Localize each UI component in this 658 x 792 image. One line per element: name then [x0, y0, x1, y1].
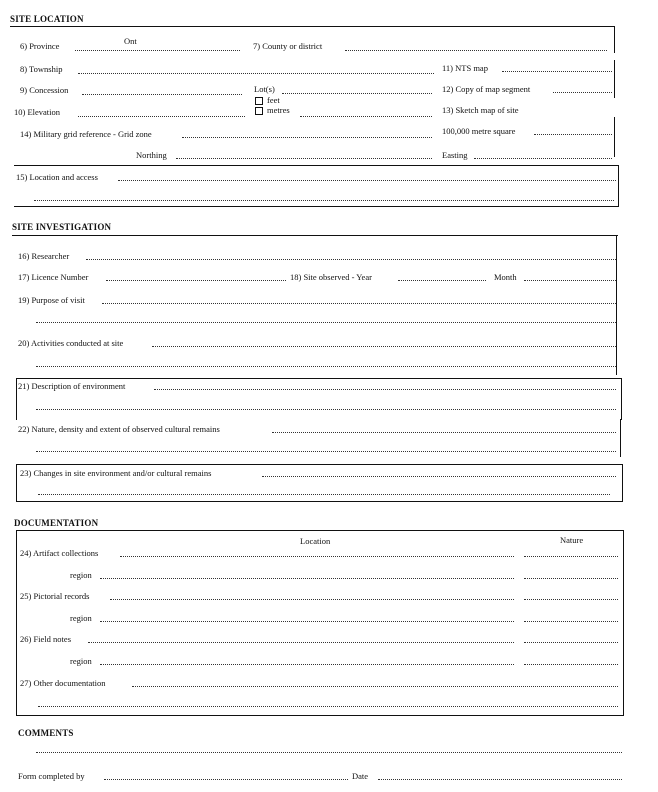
description-label: 21) Description of environment — [18, 381, 126, 391]
province-label: 6) Province — [20, 41, 60, 51]
activities-field-2[interactable] — [36, 366, 616, 367]
location-access-label: 15) Location and access — [16, 172, 98, 182]
year-field[interactable] — [398, 280, 486, 281]
researcher-label: 16) Researcher — [18, 251, 70, 261]
section-border — [614, 26, 615, 53]
concession-field[interactable] — [82, 94, 242, 95]
artifact-collections-label: 24) Artifact collections — [20, 548, 99, 558]
month-label: Month — [494, 272, 517, 282]
form-completed-by-label: Form completed by — [18, 771, 85, 781]
nature-density-field-1[interactable] — [272, 432, 616, 433]
artifact-nature-field[interactable] — [524, 556, 618, 557]
northing-label: Northing — [136, 150, 167, 160]
documentation-heading: DOCUMENTATION — [14, 518, 99, 528]
pictorial-nature-field[interactable] — [524, 599, 618, 600]
pictorial-location-field[interactable] — [110, 599, 514, 600]
metre-square-field[interactable] — [534, 134, 612, 135]
township-label: 8) Township — [20, 64, 63, 74]
location-column-header: Location — [300, 536, 331, 546]
township-field[interactable] — [78, 73, 434, 74]
purpose-field-2[interactable] — [36, 322, 616, 323]
other-documentation-field-2[interactable] — [38, 706, 618, 707]
sketch-map-label: 13) Sketch map of site — [442, 105, 519, 115]
changes-field-2[interactable] — [38, 494, 610, 495]
location-access-field-1[interactable] — [118, 180, 616, 181]
description-field-1[interactable] — [154, 389, 616, 390]
nature-density-label: 22) Nature, density and extent of observed cultural remains — [18, 424, 220, 434]
activities-field-1[interactable] — [152, 346, 616, 347]
researcher-field[interactable] — [86, 259, 616, 260]
field-notes-region-nature-field[interactable] — [524, 664, 618, 665]
elevation-label: 10) Elevation — [14, 107, 61, 117]
field-notes-region-field[interactable] — [100, 664, 514, 665]
easting-field[interactable] — [474, 158, 612, 159]
section-border — [614, 117, 615, 157]
section-border — [616, 235, 617, 375]
field-notes-nature-field[interactable] — [524, 642, 618, 643]
other-documentation-field-1[interactable] — [132, 686, 618, 687]
section-border — [614, 60, 615, 98]
comments-field[interactable] — [36, 752, 622, 753]
other-documentation-label: 27) Other documentation — [20, 678, 106, 688]
lots-field[interactable] — [282, 93, 432, 94]
county-field[interactable] — [345, 50, 607, 51]
feet-checkbox[interactable] — [255, 97, 263, 105]
section-rule — [10, 26, 615, 27]
changes-label: 23) Changes in site environment and/or cultural remains — [20, 468, 212, 478]
easting-label: Easting — [442, 150, 468, 160]
field-notes-region-label: region — [70, 656, 92, 666]
elevation-field[interactable] — [78, 116, 245, 117]
field-notes-location-field[interactable] — [88, 642, 514, 643]
grid-zone-field[interactable] — [182, 137, 432, 138]
section-rule — [12, 235, 618, 236]
copy-map-field[interactable] — [553, 92, 612, 93]
licence-field[interactable] — [106, 280, 286, 281]
pictorial-region-nature-field[interactable] — [524, 621, 618, 622]
pictorial-region-label: region — [70, 613, 92, 623]
county-label: 7) County or district — [253, 41, 323, 51]
lots-label: Lot(s) — [254, 84, 275, 94]
elevation-extra-field[interactable] — [300, 116, 432, 117]
activities-label: 20) Activities conducted at site — [18, 338, 124, 348]
metre-square-label: 100,000 metre square — [442, 126, 516, 136]
artifact-region-nature-field[interactable] — [524, 578, 618, 579]
field-notes-label: 26) Field notes — [20, 634, 71, 644]
metres-checkbox[interactable] — [255, 107, 263, 115]
province-value: Ont — [124, 36, 137, 46]
metres-label: metres — [267, 105, 290, 115]
site-investigation-heading: SITE INVESTIGATION — [12, 222, 112, 232]
nts-map-field[interactable] — [502, 71, 612, 72]
description-field-2[interactable] — [36, 409, 616, 410]
concession-label: 9) Concession — [20, 85, 69, 95]
month-field[interactable] — [524, 280, 616, 281]
feet-label: feet — [267, 95, 280, 105]
artifact-region-field[interactable] — [100, 578, 514, 579]
military-grid-label: 14) Military grid reference - Grid zone — [20, 129, 152, 139]
section-border — [620, 419, 621, 457]
artifact-region-label: region — [70, 570, 92, 580]
pictorial-records-label: 25) Pictorial records — [20, 591, 90, 601]
form-completed-by-field[interactable] — [104, 779, 348, 780]
purpose-label: 19) Purpose of visit — [18, 295, 85, 305]
location-access-field-2[interactable] — [34, 200, 614, 201]
date-field[interactable] — [378, 779, 622, 780]
documentation-box — [16, 530, 624, 716]
pictorial-region-field[interactable] — [100, 621, 514, 622]
nts-map-label: 11) NTS map — [442, 63, 488, 73]
province-field[interactable] — [75, 50, 240, 51]
copy-map-label: 12) Copy of map segment — [442, 84, 531, 94]
northing-field[interactable] — [176, 158, 432, 159]
site-observed-label: 18) Site observed - Year — [290, 272, 372, 282]
changes-field-1[interactable] — [262, 476, 616, 477]
site-location-heading: SITE LOCATION — [10, 14, 84, 24]
comments-heading: COMMENTS — [18, 728, 74, 738]
artifact-location-field[interactable] — [120, 556, 514, 557]
nature-density-field-2[interactable] — [36, 451, 616, 452]
date-label: Date — [352, 771, 369, 781]
purpose-field-1[interactable] — [102, 303, 616, 304]
nature-column-header: Nature — [560, 535, 584, 545]
licence-label: 17) Licence Number — [18, 272, 89, 282]
